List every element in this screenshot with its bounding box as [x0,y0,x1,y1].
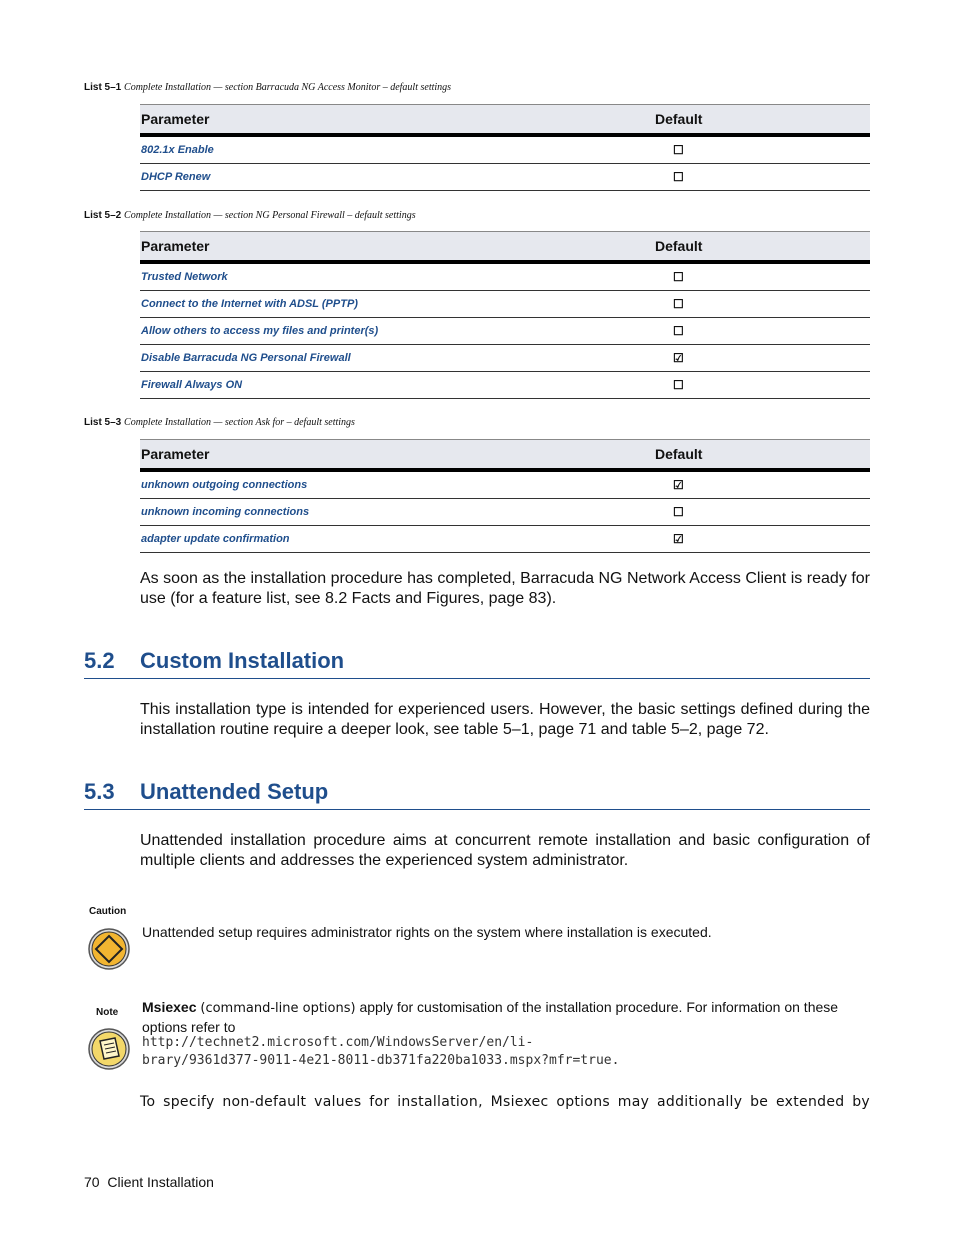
note-icon [87,1027,131,1071]
note-text: Msiexec (command-line options) apply for customisation of the installation procedure. For information on these options refer to [142,999,839,1035]
table-row [140,499,870,526]
table-row [140,318,870,345]
parameter-cell: Firewall Always ON [140,372,655,399]
parameter-cell: adapter update confirmation [140,526,655,553]
parameter-cell: unknown incoming connections [140,499,655,526]
parameter-cell: Allow others to access my files and printer(s) [140,318,655,345]
caution-label: Caution [89,906,127,917]
parameter-cell: unknown outgoing connections [140,470,655,499]
note-url-line2[interactable]: brary/9361d377-9011-4e21-8011-db371fa220ba1033.mspx?mfr=true. [142,1053,620,1068]
table-row [140,345,870,372]
caution-text: Unattended setup requires administrator rights on the system where installation is executed. [142,924,712,940]
checkbox-mark: ☐ [655,164,870,191]
page-footer [84,1174,214,1190]
column-header-parameter: Parameter [140,440,655,471]
column-header-default: Default [655,440,870,471]
parameter-cell: Connect to the Internet with ADSL (PPTP) [140,291,655,318]
table-row [140,526,870,553]
checkbox-mark: ☑ [655,526,870,553]
list-caption: List 5–1 Complete Installation — section Barracuda NG Access Monitor – default settings [84,82,452,93]
page-number: 70 [84,1174,100,1190]
default-settings-table [140,439,870,553]
chapter-name: Client Installation [107,1174,214,1190]
default-settings-table [140,104,870,191]
table-row [140,164,870,191]
checkbox-mark: ☐ [655,291,870,318]
parameter-cell: Disable Barracuda NG Personal Firewall [140,345,655,372]
table-row [140,262,870,291]
section-number: 5.3 [84,779,115,804]
section-title: Custom Installation [140,648,345,673]
checkbox-mark: ☐ [655,318,870,345]
table-row [140,470,870,499]
column-header-default: Default [655,232,870,263]
parameter-cell: Trusted Network [140,262,655,291]
checkbox-mark: ☐ [655,499,870,526]
list-caption: List 5–3 Complete Installation — section Ask for – default settings [84,417,355,428]
column-header-default: Default [655,105,870,136]
checkbox-mark: ☐ [655,135,870,164]
body-paragraph: This installation type is intended for experienced users. However, the basic settings defined during the installation routine require a deeper look, see table 5–1, page 71 and table 5–2, page 72. [140,701,870,738]
note-label: Note [96,1007,119,1018]
table-row [140,291,870,318]
table-row [140,135,870,164]
default-settings-table [140,231,870,399]
parameter-cell: DHCP Renew [140,164,655,191]
column-header-parameter: Parameter [140,105,655,136]
caution-icon [87,927,131,971]
body-paragraph: As soon as the installation procedure has completed, Barracuda NG Network Access Client is ready for use (for a feature list, see 8.2 Facts and Figures, page 83). [140,570,870,607]
body-paragraph: Unattended installation procedure aims at concurrent remote installation and basic configuration of multiple clients and addresses the experienced system administrator. [140,832,870,869]
section-title: Unattended Setup [140,779,329,804]
section-heading [84,648,870,679]
checkbox-mark: ☑ [655,345,870,372]
section-number: 5.2 [84,648,115,673]
list-caption: List 5–2 Complete Installation — section NG Personal Firewall – default settings [84,210,416,221]
checkbox-mark: ☑ [655,470,870,499]
parameter-cell: 802.1x Enable [140,135,655,164]
column-header-parameter: Parameter [140,232,655,263]
body-paragraph: To specify non-default values for installation, Msiexec options may additionally be extended by [140,1094,870,1110]
note-url-line1[interactable]: http://technet2.microsoft.com/WindowsServer/en/li- [142,1035,534,1050]
checkbox-mark: ☐ [655,372,870,399]
checkbox-mark: ☐ [655,262,870,291]
table-row [140,372,870,399]
section-heading [84,779,870,810]
